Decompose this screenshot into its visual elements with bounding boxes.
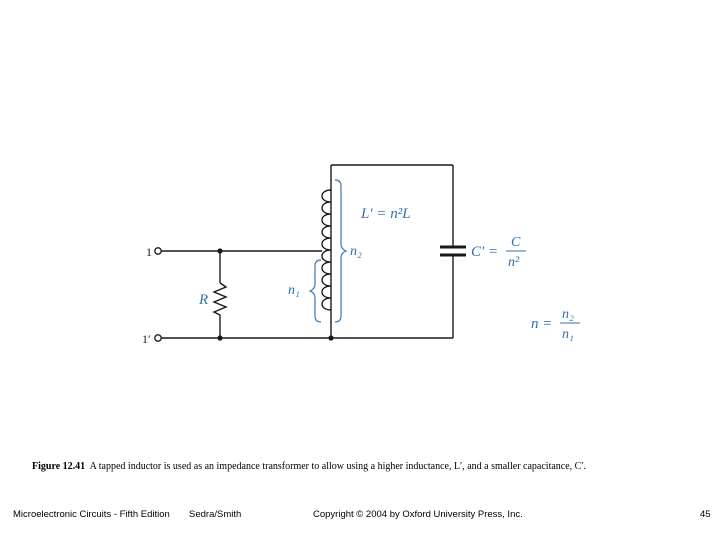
- capacitance-numerator: C: [511, 235, 521, 250]
- inductor-coil: [322, 190, 331, 310]
- n1-label: n₁: [288, 283, 300, 298]
- terminal-1-prime-node: [155, 335, 161, 341]
- figure-caption-text: A tapped inductor is used as an impedance transformer to allow using a higher inductance, L′, and a smaller capacitance, C′.: [89, 461, 587, 472]
- footer-copyright: Copyright © 2004 by Oxford University Press, Inc.: [313, 509, 523, 520]
- capacitance-lhs: C′ =: [471, 244, 499, 260]
- figure-caption: [32, 461, 586, 472]
- n1-brace: [310, 260, 321, 322]
- terminal-1-prime-label: 1′: [142, 332, 151, 346]
- footer-authors: Sedra/Smith: [189, 509, 242, 520]
- ratio-lhs: n =: [531, 316, 553, 332]
- inductance-equation: L′ = n²L: [361, 206, 411, 222]
- footer-page-number: 45: [700, 509, 711, 520]
- ratio-denominator: n₁: [562, 327, 574, 342]
- resistor-zigzag: [214, 283, 226, 315]
- resistor-label: R: [199, 292, 209, 308]
- n2-brace: [335, 180, 346, 322]
- terminal-1-label: 1: [146, 245, 152, 259]
- ratio-numerator: n₂: [562, 307, 574, 322]
- capacitance-denominator: n²: [508, 255, 520, 270]
- n2-label: n₂: [350, 244, 362, 259]
- figure-label: Figure 12.41: [32, 461, 86, 472]
- terminal-1-node: [155, 248, 161, 254]
- footer-book-title: Microelectronic Circuits - Fifth Edition: [13, 509, 170, 520]
